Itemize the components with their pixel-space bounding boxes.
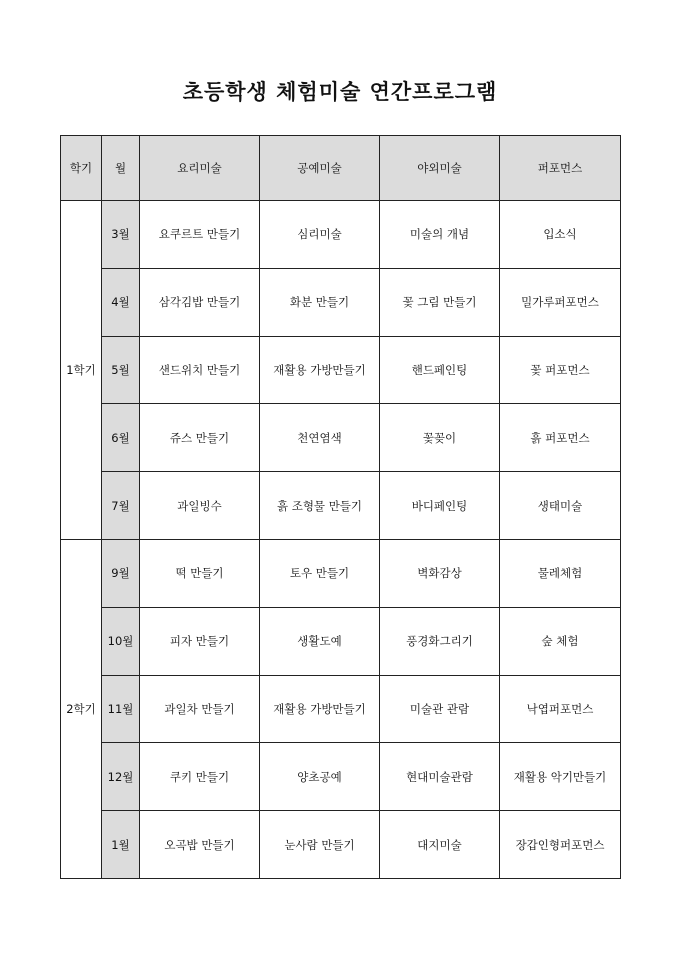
month-cell: 9월 (102, 539, 140, 607)
cooking-cell: 삼각김밥 만들기 (140, 268, 260, 336)
craft-cell: 양초공예 (260, 743, 380, 811)
table-row (61, 811, 621, 879)
craft-cell: 재활용 가방만들기 (260, 336, 380, 404)
header-craft: 공예미술 (260, 136, 380, 201)
performance-cell: 숲 체험 (500, 607, 621, 675)
header-performance: 퍼포먼스 (500, 136, 621, 201)
performance-cell: 밀가루퍼포먼스 (500, 268, 621, 336)
cooking-cell: 피자 만들기 (140, 607, 260, 675)
outdoor-cell: 벽화감상 (380, 539, 500, 607)
craft-cell: 재활용 가방만들기 (260, 675, 380, 743)
table-row (61, 201, 621, 269)
craft-cell: 생활도예 (260, 607, 380, 675)
header-month: 월 (102, 136, 140, 201)
performance-cell: 입소식 (500, 201, 621, 269)
header-outdoor: 야외미술 (380, 136, 500, 201)
craft-cell: 천연염색 (260, 404, 380, 472)
performance-cell: 흙 퍼포먼스 (500, 404, 621, 472)
header-cooking: 요리미술 (140, 136, 260, 201)
cooking-cell: 요쿠르트 만들기 (140, 201, 260, 269)
performance-cell: 물레체험 (500, 539, 621, 607)
header-row (61, 136, 621, 201)
table-row (61, 268, 621, 336)
month-cell: 1월 (102, 811, 140, 879)
month-cell: 10월 (102, 607, 140, 675)
performance-cell: 재활용 악기만들기 (500, 743, 621, 811)
craft-cell: 화분 만들기 (260, 268, 380, 336)
term-cell: 1학기 (61, 201, 102, 540)
table-row (61, 404, 621, 472)
table-row (61, 607, 621, 675)
table-row (61, 743, 621, 811)
month-cell: 11월 (102, 675, 140, 743)
performance-cell: 꽃 퍼포먼스 (500, 336, 621, 404)
month-cell: 6월 (102, 404, 140, 472)
month-cell: 4월 (102, 268, 140, 336)
craft-cell: 심리미술 (260, 201, 380, 269)
table-row (61, 472, 621, 540)
outdoor-cell: 현대미술관람 (380, 743, 500, 811)
header-term: 학기 (61, 136, 102, 201)
program-table (60, 135, 621, 879)
month-cell: 5월 (102, 336, 140, 404)
term-cell: 2학기 (61, 539, 102, 878)
cooking-cell: 과일빙수 (140, 472, 260, 540)
cooking-cell: 쿠키 만들기 (140, 743, 260, 811)
outdoor-cell: 대지미술 (380, 811, 500, 879)
cooking-cell: 떡 만들기 (140, 539, 260, 607)
craft-cell: 흙 조형물 만들기 (260, 472, 380, 540)
cooking-cell: 오곡밥 만들기 (140, 811, 260, 879)
outdoor-cell: 미술의 개념 (380, 201, 500, 269)
outdoor-cell: 풍경화그리기 (380, 607, 500, 675)
table-row (61, 336, 621, 404)
page-title: 초등학생 체험미술 연간프로그램 (182, 79, 498, 104)
outdoor-cell: 꽃꽂이 (380, 404, 500, 472)
month-cell: 7월 (102, 472, 140, 540)
cooking-cell: 과일차 만들기 (140, 675, 260, 743)
cooking-cell: 샌드위치 만들기 (140, 336, 260, 404)
table-row (61, 539, 621, 607)
table-row (61, 675, 621, 743)
month-cell: 3월 (102, 201, 140, 269)
month-cell: 12월 (102, 743, 140, 811)
performance-cell: 생태미술 (500, 472, 621, 540)
outdoor-cell: 핸드페인팅 (380, 336, 500, 404)
performance-cell: 장갑인형퍼포먼스 (500, 811, 621, 879)
performance-cell: 낙엽퍼포먼스 (500, 675, 621, 743)
craft-cell: 눈사람 만들기 (260, 811, 380, 879)
outdoor-cell: 미술관 관람 (380, 675, 500, 743)
outdoor-cell: 꽃 그림 만들기 (380, 268, 500, 336)
cooking-cell: 쥬스 만들기 (140, 404, 260, 472)
craft-cell: 토우 만들기 (260, 539, 380, 607)
outdoor-cell: 바디페인팅 (380, 472, 500, 540)
